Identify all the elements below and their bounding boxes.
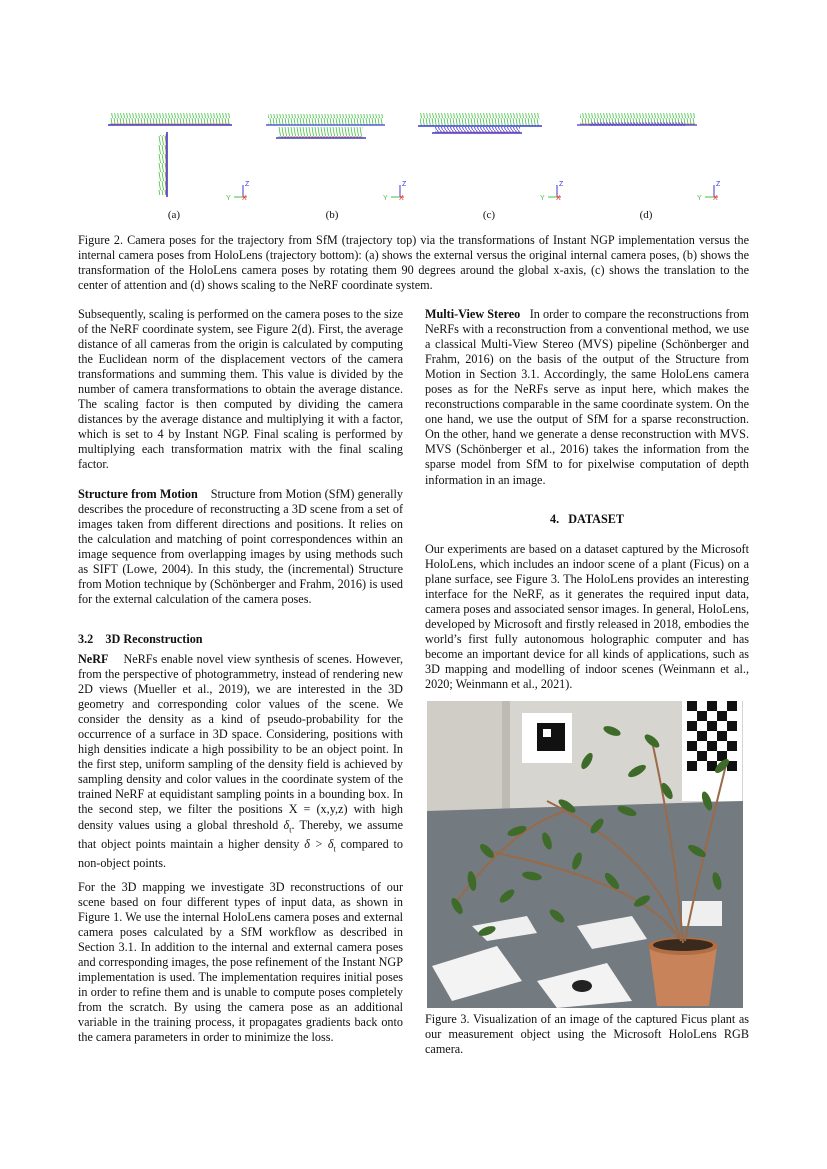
mvs-body: In order to compare the reconstructions from NeRFs with a reconstruction from a conventional method, we use a classical Multi-View Stereo (MVS) pipeline (Schönberger and Frahm, 2016) on the basis of the output of the Structure from Motion in Section 3.1. Accordingly, the same HoloLens camera poses as for the NeRFs serve as input here, which makes the reconstructions comparable in the same coordinate system. On the one hand, we use the output of SfM for a sparse reconstruction. On the other, hand we generate a dense reconstruction with MVS. MVS (Schönberger et al., 2016) takes the information from the sparse model from SfM to for pixelwise computation of depth information in an image.	[425, 307, 749, 487]
section-title: 3D Reconstruction	[105, 632, 203, 646]
panel-label-b: (b)	[325, 209, 339, 221]
inequality-subscript: t	[333, 844, 336, 854]
sfm-paragraph	[78, 487, 403, 607]
density-inequality: δ > δ	[304, 837, 334, 851]
axis-label-y: Y	[383, 195, 388, 202]
panel-a-trajectories	[108, 113, 232, 197]
delta-symbol: δ	[283, 817, 290, 832]
nerf-body-1: NeRFs enable novel view synthesis of scenes. However, from the perspective of photogrammetry, instead of rendering new 2D views (Mueller et al., 2019), we are interested in the 3D geometry and corresponding color values of the scene. We consider the density as a kind of pseudo-probability for the occurrence of a surface in 3D space. Considering, positions with high densities indicate a high possibility to be an object point. In the first step, uniform sampling of the density field is achieved by sampling density and color values in the coordinate system of the trained NeRF at equidistant sampling points in a bounding box. In the second step, we filter the positions X = (x,y,z) with high density values using a global threshold	[78, 652, 404, 832]
panel-label-c: (c)	[482, 209, 496, 221]
section-4-heading: 4. DATASET	[549, 512, 625, 526]
axis-label-x: X	[713, 195, 718, 202]
nerf-body-3: compared to non-object points.	[78, 837, 404, 871]
axis-label-y: Y	[226, 195, 231, 202]
nerf-title: NeRF	[78, 652, 109, 666]
figure-3-caption: Figure 3. Visualization of an image of the captured Ficus plant as our measurement object using the Microsoft HoloLens RGB camera.	[425, 1012, 749, 1057]
mvs-title: Multi-View Stereo	[425, 307, 521, 321]
scaling-paragraph: Subsequently, scaling is performed on the camera poses to the size of the NeRF coordinate system, see Figure 2(d). First, the average distance of all cameras from the origin is calculated by computing the Euclidean norm of the displacement vectors of the camera transformations and summing them. This value is divided by the number of camera transformations to obtain the average distance. The scaling factor is then computed by dividing the camera distances by the average distance and multiplying it with a factor, which is set to 4 by Instant NGP. Final scaling is performed by multiplying each transformation matrix with the final scaling factor.	[78, 307, 403, 472]
axis-label-z: Z	[716, 181, 721, 188]
section-number: 3.2	[78, 632, 94, 646]
figure-3-image	[427, 701, 743, 1008]
panel-label-d: (d)	[639, 209, 653, 221]
mapping-paragraph: For the 3D mapping we investigate 3D reconstructions of our scene based on four different types of input data, as shown in Figure 1. We use the internal HoloLens camera poses and external camera poses calculated by a SfM workflow as described in Section 3.1. In addition to the internal and external camera poses and corresponding images, the pose refinement of the Instant NGP implementation is used. The implementation requires initial poses in order to refine them and is unable to compute poses completely from the scratch. By using the camera pose as an additional variable in the training process, it propagates gradients back onto the camera parameters in order to minimize the loss.	[78, 880, 403, 1045]
panel-b-trajectories	[266, 114, 385, 138]
axis-label-z: Z	[559, 181, 564, 188]
section-3-2-heading	[78, 632, 203, 647]
panel-c-trajectories	[418, 113, 542, 133]
axis-label-x: X	[242, 195, 247, 202]
plant-pot	[648, 937, 718, 1006]
delta-subscript: t	[289, 824, 292, 834]
nerf-paragraph	[78, 652, 403, 872]
nerf-body-2: . Thereby, we assume that object points maintain a higher density	[78, 817, 404, 851]
axis-label-x: X	[399, 195, 404, 202]
figure-2-caption: Figure 2. Camera poses for the trajectory from SfM (trajectory top) via the transformations of Instant NGP implementation versus the internal camera poses from HoloLens (trajectory bottom): (a) shows the external versus the original internal camera poses, (b) shows the transformation of the HoloLens camera poses by rotating them 90 degrees around the global x-axis, (c) shows the translation to the center of attention and (d) shows scaling to the NeRF coordinate system.	[78, 233, 749, 293]
ficus-plant-illustration	[427, 701, 743, 1008]
calibration-checkerboard	[682, 701, 742, 801]
mvs-paragraph	[425, 307, 749, 488]
panel-d-trajectories	[577, 113, 697, 126]
axis-label-z: Z	[245, 181, 250, 188]
panel-label-a: (a)	[167, 209, 181, 221]
sfm-body: Structure from Motion (SfM) generally describes the procedure of reconstructing a 3D scene from a set of images taken from different directions and positions. It relies on the calculation and matching of point correspondences within an image sequence from overlapping images by using methods such as SIFT (Lowe, 2004). In this study, the (incremental) Structure from Motion technique by (Schönberger and Frahm, 2016) is used for the external calculation of the camera poses.	[78, 487, 404, 607]
dataset-paragraph: Our experiments are based on a dataset captured by the Microsoft HoloLens, which includes an indoor scene of a plant (Ficus) on a plane surface, see Figure 3. The HoloLens provides an interesting interface for the NeRF, as it generates the required input data, camera poses and associated sensor images. In general, HoloLens, developed by Microsoft and firstly released in 2018, embodies the world’s first fully autonomous holographic computer and has become an important device for all kinds of applications, such as 3D mapping and modelling of indoor scenes (Weinmann et al., 2020; Weinmann et al., 2021).	[425, 542, 749, 692]
axis-label-x: X	[556, 195, 561, 202]
figure-2-plots	[80, 100, 750, 210]
axis-label-y: Y	[697, 195, 702, 202]
axis-label-y: Y	[540, 195, 545, 202]
sfm-title: Structure from Motion	[78, 487, 198, 501]
axis-label-z: Z	[402, 181, 407, 188]
